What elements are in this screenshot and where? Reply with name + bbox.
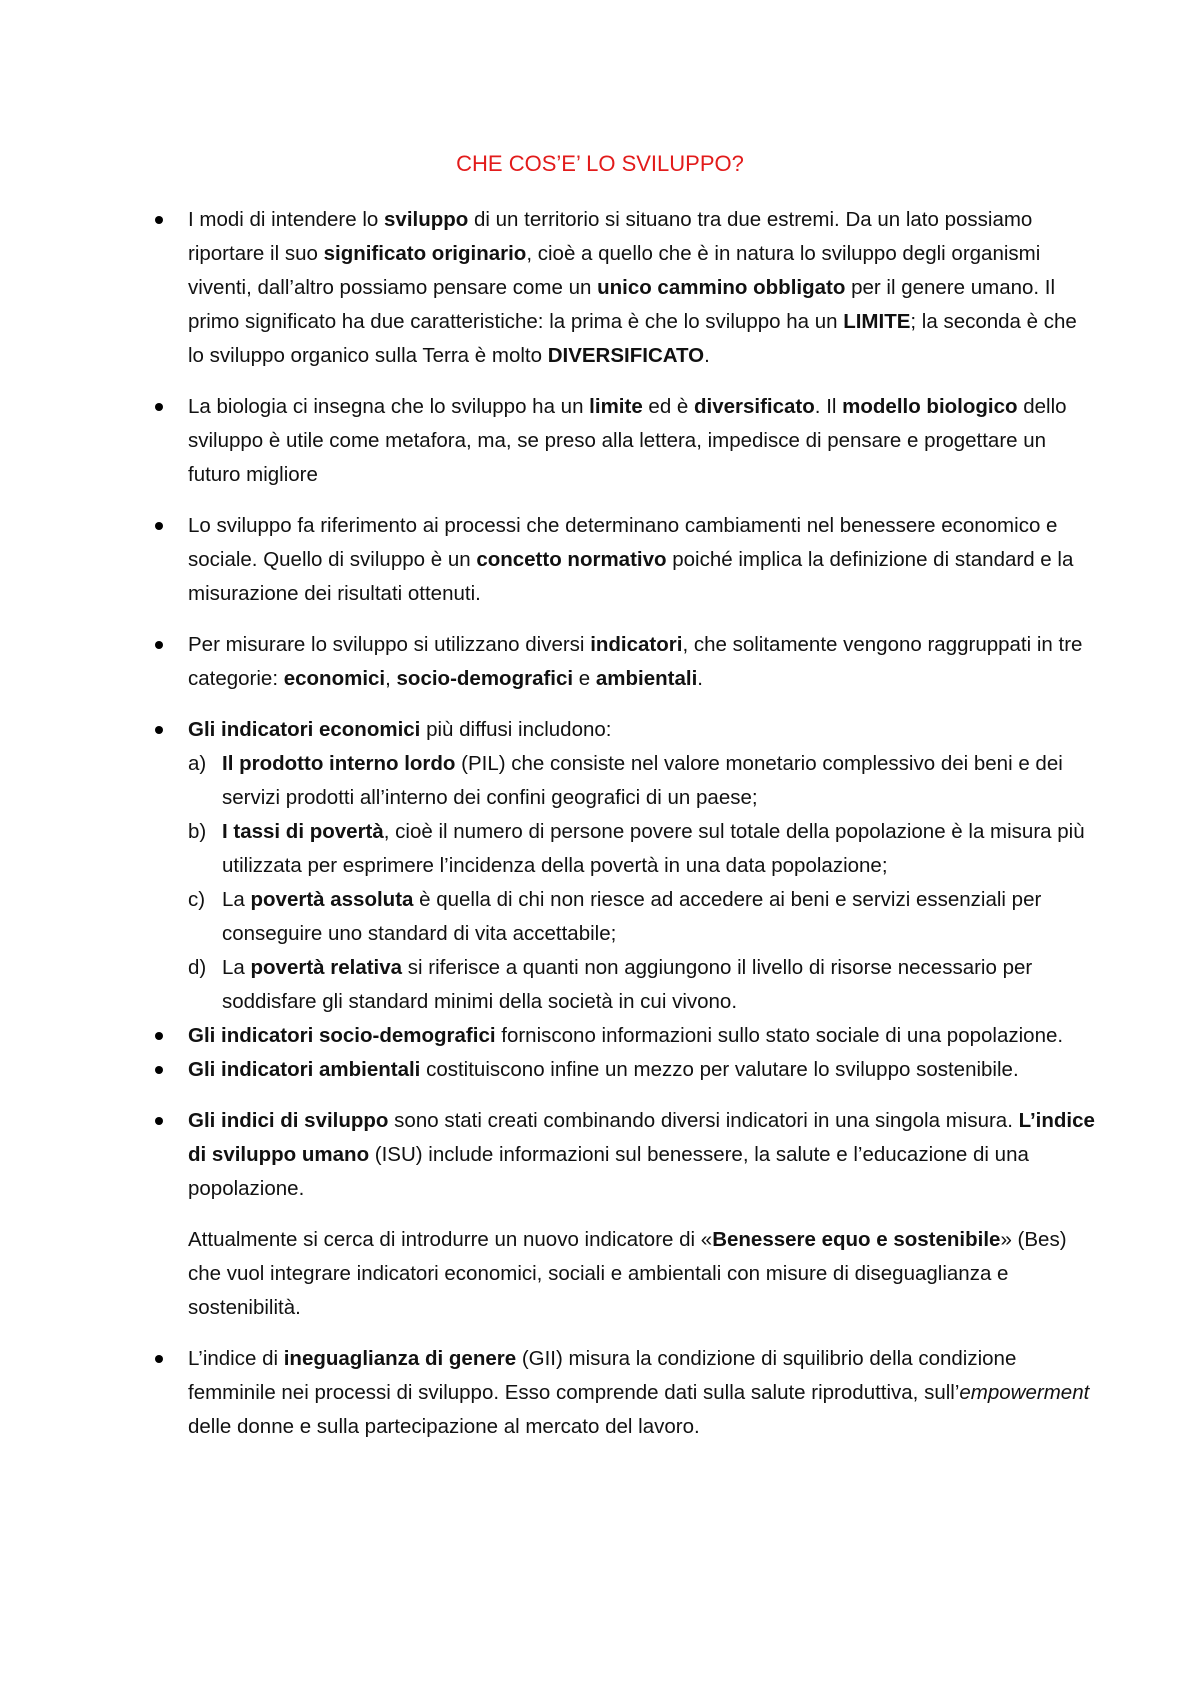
text: , [385,667,397,690]
bold-term: economici [283,667,386,690]
text: Attualmente si cerca di introdurre un nuovo indicatore di « [188,1228,713,1251]
list-item-a [0,747,1200,815]
bullet-paragraph [0,1019,1200,1053]
bold-term: Gli indicatori ambientali [188,1058,421,1081]
bold-term: significato originario [323,242,527,265]
bullet-paragraph [0,203,1200,373]
text: più diffusi includono: [420,718,612,741]
bullet-paragraph [0,628,1200,696]
indented-paragraph [0,1223,1200,1325]
bullet-paragraph [0,1342,1200,1444]
bullet-paragraph [0,509,1200,611]
bullet-paragraph [0,1053,1200,1087]
text: ed è [642,395,695,418]
bullet-icon [155,216,163,224]
text: (PIL) che consiste nel valore monetario complessivo dei beni e dei servizi prodotti all’interno dei confini geografici di un paese; [222,752,1063,809]
list-marker: d) [188,956,207,979]
bold-term: LIMITE [843,310,911,333]
page-title: CHE COS’E’ LO SVILUPPO? [456,151,744,176]
bold-term: diversificato [694,395,815,418]
bold-term: modello biologico [842,395,1018,418]
text: Lo sviluppo fa riferimento ai processi che determinano cambiamenti nel benessere economico e sociale. Quello di sviluppo è un [188,514,1058,571]
bullet-paragraph [0,1104,1200,1206]
text: (GII) misura la condizione di squilibrio della condizione femminile nei processi di sviluppo. Esso comprende dati sulla salute riproduttiva, sull’ [188,1347,1017,1404]
text: di un territorio si situano tra due estremi. Da un lato possiamo riportare il suo [188,208,1033,265]
bullet-icon [155,1355,163,1363]
bullet-icon [155,403,163,411]
list-item-c [0,883,1200,951]
list-marker: c) [188,888,206,911]
bold-term: L’indice di sviluppo umano [188,1109,1095,1166]
text: » (Bes) che vuol integrare indicatori economici, sociali e ambientali con misure di diseguaglianza e sostenibilità. [188,1228,1067,1319]
bullet-icon [155,641,163,649]
bullet-icon [155,1066,163,1074]
text: forniscono informazioni sullo stato sociale di una popolazione. [495,1024,1064,1047]
bullet-paragraph [0,390,1200,492]
bold-term: povertà assoluta [250,888,414,911]
text: La [222,956,251,979]
text: costituiscono infine un mezzo per valutare lo sviluppo sostenibile. [420,1058,1019,1081]
text: si riferisce a quanti non aggiungono il livello di risorse necessario per soddisfare gli standard minimi della società in cui vivono. [222,956,1033,1013]
bold-term: concetto normativo [476,548,667,571]
italic-term: empowerment [959,1381,1090,1404]
list-item-d [0,951,1200,1019]
text: . [704,344,710,367]
text: La [222,888,251,911]
text: . [697,667,703,690]
text: , cioè a quello che è in natura lo sviluppo degli organismi viventi, dall’altro possiamo pensare come un [188,242,1041,299]
bullet-icon [155,1117,163,1125]
bold-term: Il [222,752,240,775]
list-item-b [0,815,1200,883]
bold-term: limite [589,395,643,418]
text: sono stati creati combinando diversi indicatori in una singola misura. [388,1109,1019,1132]
text: Per misurare lo sviluppo si utilizzano diversi [188,633,591,656]
bullet-icon [155,1032,163,1040]
bold-term: DIVERSIFICATO [547,344,705,367]
text: delle donne e sulla partecipazione al mercato del lavoro. [188,1415,700,1438]
bold-term: Gli indicatori economici [188,718,421,741]
bold-term: sviluppo [384,208,469,231]
text: L’indice di [188,1347,284,1370]
bold-term: indicatori [590,633,683,656]
document-body [0,203,1200,1444]
text: poiché implica la definizione di standard e la misurazione dei risultati ottenuti. [188,548,1074,605]
text: ; la seconda è che lo sviluppo organico sulla Terra è molto [188,310,1077,367]
bold-term: I tassi di povertà [222,820,384,843]
bullet-icon [155,726,163,734]
bold-term: povertà relativa [250,956,403,979]
bullet-icon [155,522,163,530]
bullet-paragraph [0,713,1200,747]
list-marker: b) [188,820,207,843]
text: La biologia ci insegna che lo sviluppo ha un [188,395,590,418]
bold-term: Gli indicatori socio-demografici [188,1024,496,1047]
bold-term: Benessere equo e sostenibile [712,1228,1001,1251]
text: dello sviluppo è utile come metafora, ma, se preso alla lettera, impedisce di pensare e progettare un futuro migliore [188,395,1067,486]
text: per il genere umano. Il primo significato ha due caratteristiche: la prima è che lo sviluppo ha un [188,276,1056,333]
text: (ISU) include informazioni sul benessere, la salute e l’educazione di una popolazione. [188,1143,1029,1200]
list-marker: a) [188,752,207,775]
bold-term: Gli indici di sviluppo [188,1109,389,1132]
text: I modi di intendere lo [188,208,385,231]
bold-term: unico cammino obbligato [597,276,846,299]
bold-term: ambientali [595,667,698,690]
text: , che solitamente vengono raggruppati in tre categorie: [188,633,1083,690]
bold-term: socio-demografici [396,667,574,690]
bold-term: prodotto interno lordo [239,752,456,775]
text: , cioè il numero di persone povere sul totale della popolazione è la misura più utilizzata per esprimere l’incidenza della povertà in una data popolazione; [222,820,1085,877]
text: . Il [814,395,843,418]
bold-term: ineguaglianza di genere [283,1347,517,1370]
text: e [573,667,596,690]
text: è quella di chi non riesce ad accedere ai beni e servizi essenziali per conseguire uno standard di vita accettabile; [222,888,1042,945]
